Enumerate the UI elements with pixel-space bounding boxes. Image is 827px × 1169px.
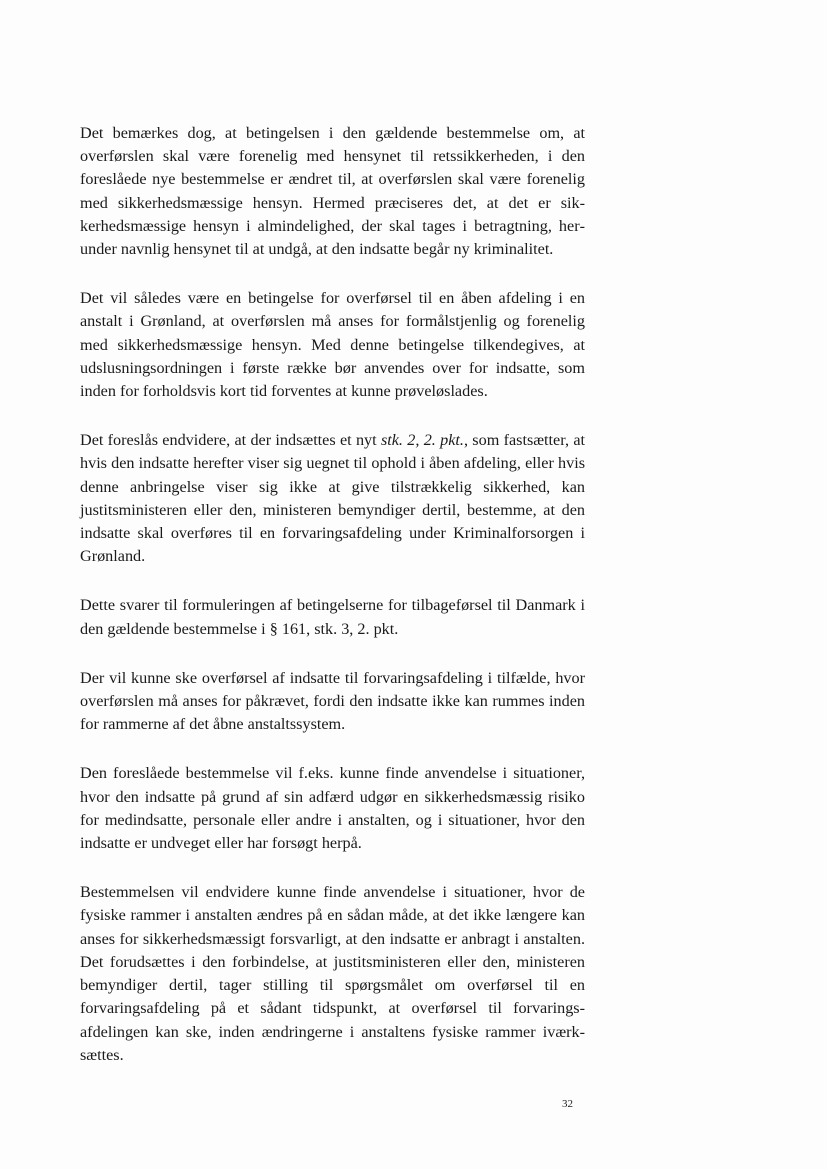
paragraph-3-citation: stk. 2, 2. pkt.	[380, 431, 464, 450]
paragraph-3-lead: Det foreslås endvidere, at der indsættes et nyt	[80, 431, 381, 450]
paragraph-3-rest: , som fastsætter, at hvis den indsatte herefter viser sig uegnet til ophold i åben afdeling, eller hvis denne anbringelse viser sig ikke at give tilstrækkelig sikkerhed, kan justitsministeren eller den, ministeren bemyndiger dertil, bestemme, at den indsatte skal overføres til en forvaringsafdeling under Kriminalforsorgen i Grønland.	[80, 431, 586, 566]
paragraph-3	[80, 429, 585, 568]
paragraph-4: Dette svarer til formuleringen af betingelserne for tilbageførsel til Danmark i den gældende bestemmelse i § 161, stk. 3, 2. pkt.	[80, 596, 585, 638]
paragraph-7: Bestemmelsen vil endvidere kunne finde anvendelse i situationer, hvor de fysiske rammer i anstalten ændres på en sådan måde, at det ikke længere kan anses for sikkerhedsmæssigt forsvarligt, at den indsatte er anbragt i anstalten. Det forudsættes i den forbindelse, at justitsministeren eller den, ministeren bemyndiger dertil, tager stilling til spørgsmålet om overførsel til en forvaringsafdeling på et sådant tidspunkt, at overførsel til forvaringsafdelingen kan ske, inden ændringerne i anstaltens fysiske rammer iværksættes.	[80, 883, 585, 1064]
body-text	[80, 122, 585, 1093]
paragraph-2: Det vil således være en betingelse for overførsel til en åben afdeling i en anstalt i Grønland, at overførslen må anses for formålstjenlig og forenelig med sikkerhedsmæssige hensyn. Med denne betingelse tilkendegives, at udslusningsordningen i første række bør anvendes over for indsatte, som inden for forholdsvis kort tid forventes at kunne prøveløslades.	[80, 289, 585, 401]
paragraph-1: Det bemærkes dog, at betingelsen i den gældende bestemmelse om, at overførslen skal være forenelig med hensynet til retssikkerheden, i den foreslåede nye bestemmelse er ændret til, at overførslen skal være forenelig med sikkerhedsmæssige hensyn. Hermed præciseres det, at det er sikkerhedsmæssige hensyn i almindelighed, der skal tages i betragtning, herunder navnlig hensynet til at undgå, at den indsatte begår ny kriminalitet.	[80, 124, 585, 259]
paragraph-5: Der vil kunne ske overførsel af indsatte til forvaringsafdeling i tilfælde, hvor overførslen må anses for påkrævet, fordi den indsatte ikke kan rummes inden for rammerne af det åbne anstaltssystem.	[80, 668, 585, 734]
page-number: 32	[562, 1098, 573, 1110]
paragraph-6: Den foreslåede bestemmelse vil f.eks. kunne finde anvendelse i situationer, hvor den indsatte på grund af sin adfærd udgør en sikkerhedsmæssig risiko for medindsatte, personale eller andre i anstalten, og i situationer, hvor den indsatte er undveget eller har forsøgt herpå.	[80, 764, 585, 853]
